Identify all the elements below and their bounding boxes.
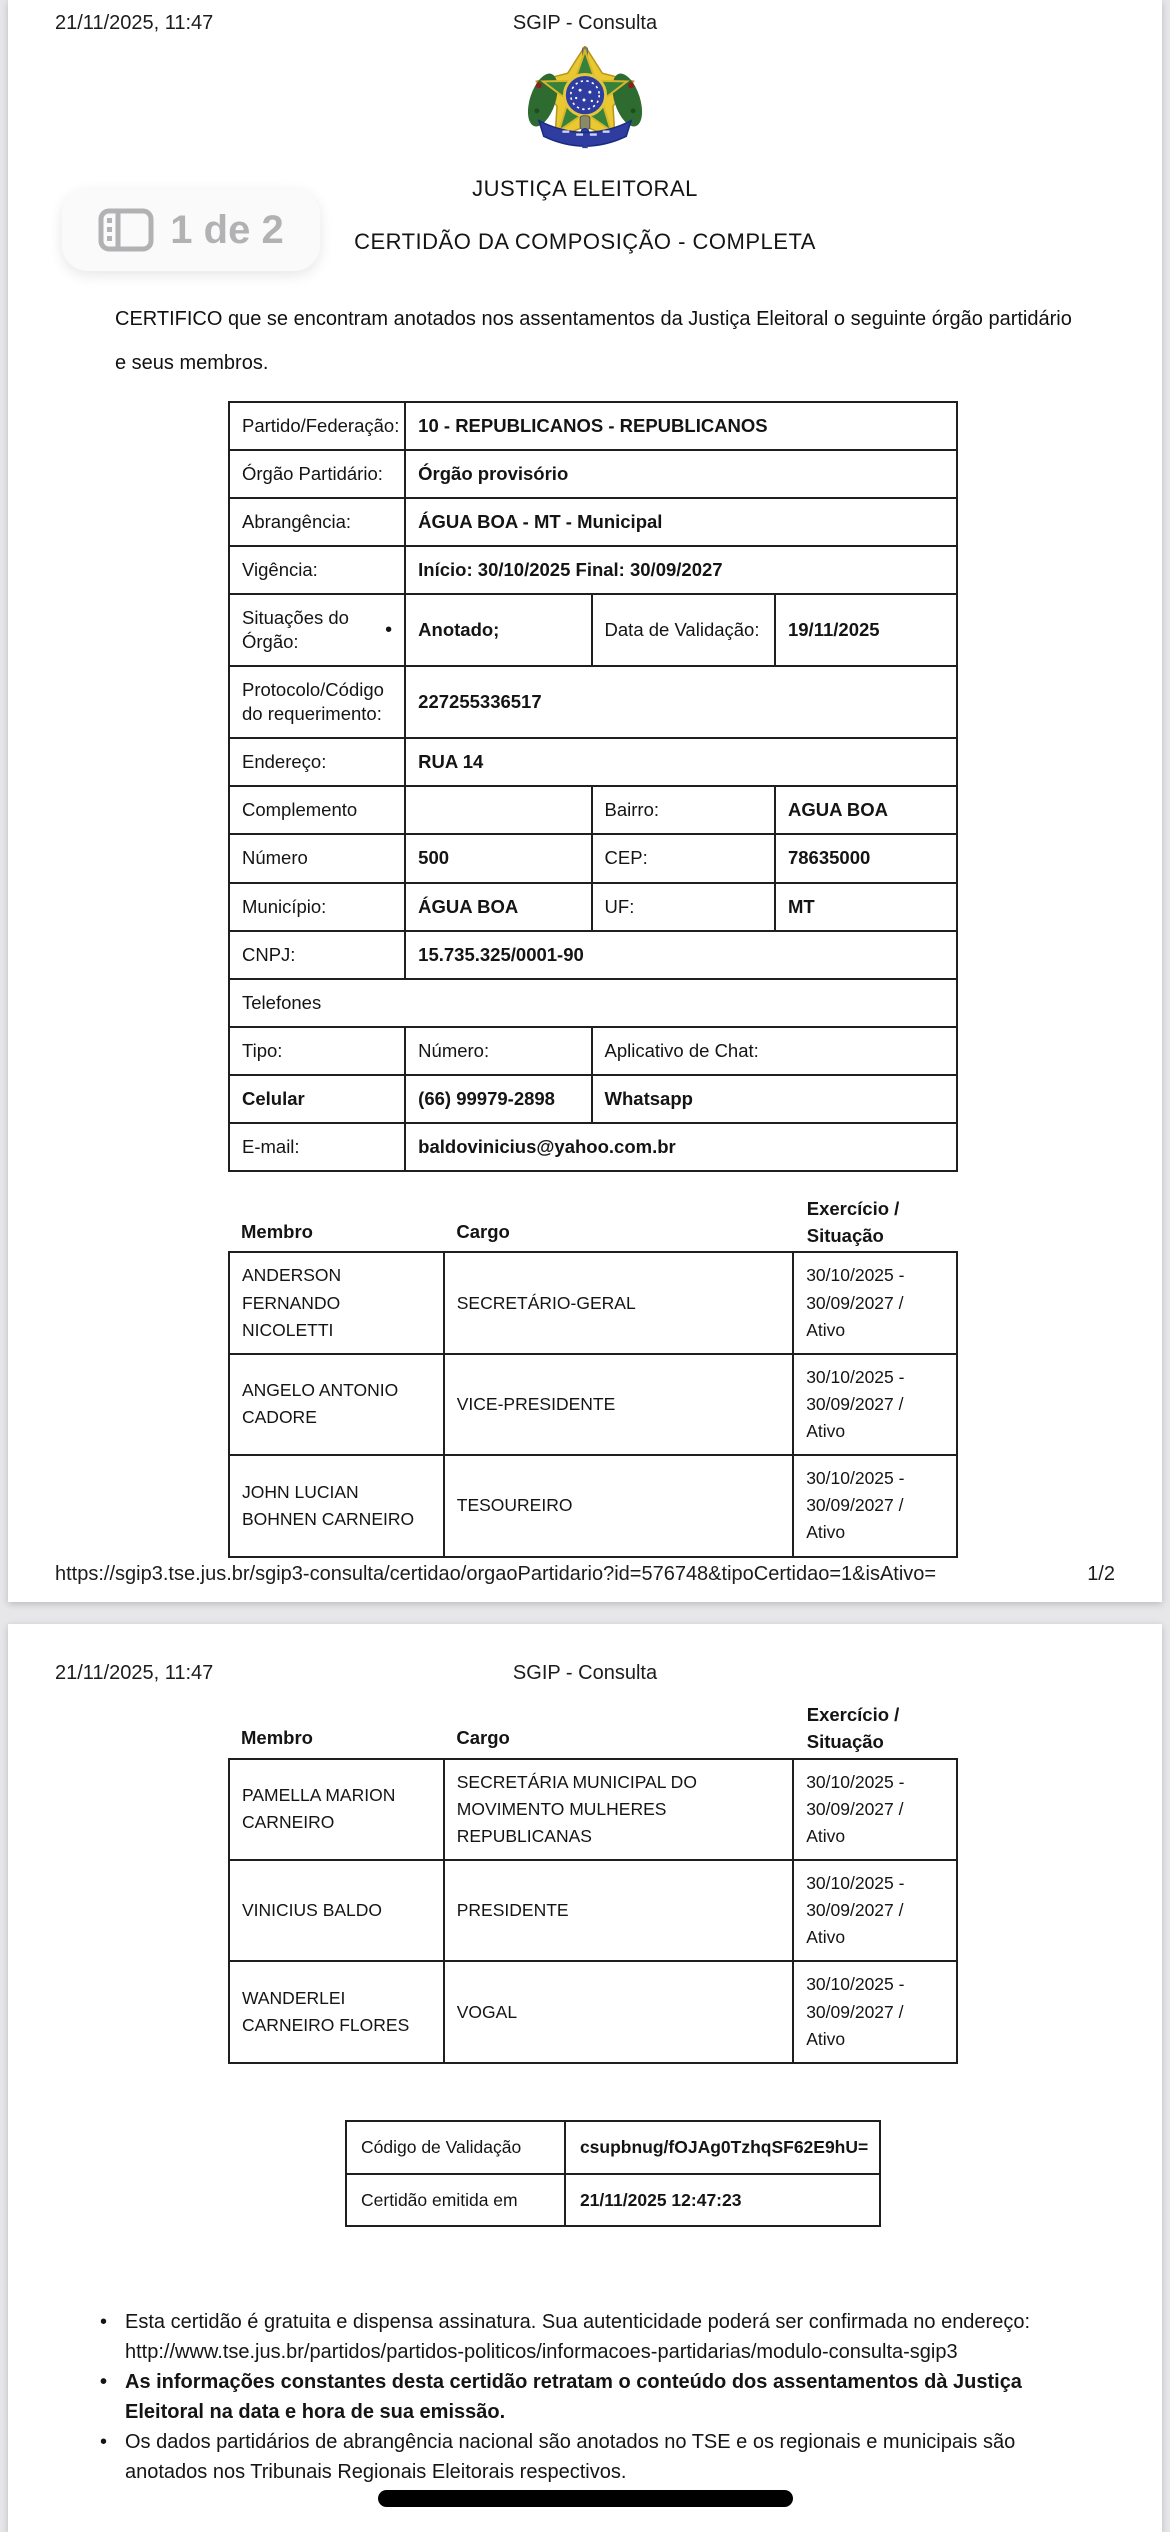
member-cargo: PRESIDENTE bbox=[444, 1860, 793, 1961]
members-header-membro: Membro bbox=[241, 1220, 313, 1242]
validation-code-label: Código de Validação bbox=[346, 2121, 565, 2174]
doc-footer bbox=[55, 1563, 1115, 1586]
note-item: • Os dados partidários de abrangência nacional são anotados no TSE e os regionais e municipais são anotados nos Tribunais Regionais Eleitorais respectivos. bbox=[98, 2427, 1076, 2487]
cnpj-label: CNPJ: bbox=[229, 931, 405, 979]
row-partido bbox=[229, 402, 957, 450]
partido-value: 10 - REPUBLICANOS - REPUBLICANOS bbox=[405, 402, 957, 450]
doc-title: JUSTIÇA ELEITORAL bbox=[472, 176, 698, 201]
row-orgao bbox=[229, 450, 957, 498]
doc-header bbox=[8, 1662, 1162, 1688]
complemento-value bbox=[405, 786, 591, 834]
validacao-label: Data de Validação: bbox=[592, 594, 775, 666]
numero-tel-label: Número: bbox=[405, 1027, 591, 1075]
row-situacoes bbox=[229, 594, 957, 666]
validation-table bbox=[345, 2120, 881, 2228]
row-endereco bbox=[229, 738, 957, 786]
validation-issued-label: Certidão emitida em bbox=[346, 2174, 565, 2227]
municipio-value: ÁGUA BOA bbox=[405, 883, 591, 931]
doc-subtitle: CERTIDÃO DA COMPOSIÇÃO - COMPLETA bbox=[354, 229, 816, 254]
page-indicator[interactable] bbox=[62, 189, 320, 271]
validation-code-row bbox=[346, 2121, 880, 2174]
brazil-coat-of-arms-icon bbox=[519, 46, 651, 154]
abrangencia-value: ÁGUA BOA - MT - Municipal bbox=[405, 498, 957, 546]
complemento-label: Complemento bbox=[229, 786, 405, 834]
footer-url: https://sgip3.tse.jus.br/sgip3-consulta/certidao/orgaoPartidario?id=576748&tipoCertidao=1&isAtivo= bbox=[55, 1563, 937, 1585]
note-item: • Esta certidão é gratuita e dispensa assinatura. Sua autenticidade poderá ser confirmada no endereço: http://www.tse.jus.br/partidos/partidos-politicos/informacoes-partidarias/modulo-consulta-sgip3 bbox=[98, 2307, 1076, 2367]
member-name: PAMELLA MARION CARNEIRO bbox=[229, 1759, 444, 1860]
uf-value: MT bbox=[775, 883, 957, 931]
member-exercicio: 30/10/2025 - 30/09/2027 / Ativo bbox=[793, 1860, 957, 1961]
doc-header-app-title: SGIP - Consulta bbox=[512, 12, 658, 34]
abrangencia-label: Abrangência: bbox=[229, 498, 405, 546]
numero-label: Número bbox=[229, 834, 405, 882]
members-table bbox=[228, 1758, 958, 2064]
row-cnpj bbox=[229, 931, 957, 979]
validation-code-value: csupbnug/fOJAg0TzhqSF62E9hU= bbox=[565, 2121, 880, 2174]
doc-header-datetime: 21/11/2025, 11:47 bbox=[55, 12, 214, 34]
tel-chat-value: Whatsapp bbox=[592, 1075, 957, 1123]
certify-paragraph: CERTIFICO que se encontram anotados nos assentamentos da Justiça Eleitoral o seguinte órgão partidário e seus membros. bbox=[115, 308, 1072, 374]
member-name: JOHN LUCIAN BOHNEN CARNEIRO bbox=[229, 1455, 444, 1556]
validation-issued-row bbox=[346, 2174, 880, 2227]
member-exercicio: 30/10/2025 - 30/09/2027 / Ativo bbox=[793, 1354, 957, 1455]
endereco-value: RUA 14 bbox=[405, 738, 957, 786]
members-header-exercicio: Exercício / Situação bbox=[806, 1704, 900, 1752]
email-label: E-mail: bbox=[229, 1123, 405, 1171]
partido-label: Partido/Federação: bbox=[229, 402, 405, 450]
situacoes-label: Situações do Órgão: bbox=[242, 607, 349, 653]
uf-label: UF: bbox=[592, 883, 775, 931]
numero-value: 500 bbox=[405, 834, 591, 882]
doc-header-app-title: SGIP - Consulta bbox=[512, 1662, 658, 1684]
page-thumbnails-icon bbox=[98, 208, 154, 252]
member-row bbox=[229, 1354, 957, 1455]
member-cargo: SECRETÁRIO-GERAL bbox=[444, 1252, 793, 1353]
tel-numero-value: (66) 99979-2898 bbox=[405, 1075, 591, 1123]
validation-issued-value: 21/11/2025 12:47:23 bbox=[565, 2174, 880, 2227]
member-exercicio: 30/10/2025 - 30/09/2027 / Ativo bbox=[793, 1252, 957, 1353]
orgao-label: Órgão Partidário: bbox=[229, 450, 405, 498]
member-cargo: TESOUREIRO bbox=[444, 1455, 793, 1556]
note-item: • As informações constantes desta certidão retratam o conteúdo dos assentamentos dà Justiça Eleitoral na data e hora de sua emissão. bbox=[98, 2367, 1076, 2427]
member-name: WANDERLEI CARNEIRO FLORES bbox=[229, 1961, 444, 2062]
bullet-glyph: • bbox=[385, 619, 393, 642]
row-municipio-uf bbox=[229, 883, 957, 931]
member-name: VINICIUS BALDO bbox=[229, 1860, 444, 1961]
row-tel-headers bbox=[229, 1027, 957, 1075]
member-row bbox=[229, 1860, 957, 1961]
protocolo-value: 227255336517 bbox=[405, 666, 957, 738]
member-exercicio: 30/10/2025 - 30/09/2027 / Ativo bbox=[793, 1961, 957, 2062]
footer-page-number: 1/2 bbox=[1087, 1563, 1115, 1585]
member-row bbox=[229, 1961, 957, 2062]
pdf-page-2 bbox=[8, 1624, 1162, 2532]
bairro-value: AGUA BOA bbox=[775, 786, 957, 834]
cep-value: 78635000 bbox=[775, 834, 957, 882]
email-value: baldovinicius@yahoo.com.br bbox=[405, 1123, 957, 1171]
member-cargo: SECRETÁRIA MUNICIPAL DO MOVIMENTO MULHERES REPUBLICANAS bbox=[444, 1759, 793, 1860]
situacoes-value: Anotado; bbox=[405, 594, 591, 666]
member-cargo: VICE-PRESIDENTE bbox=[444, 1354, 793, 1455]
org-info-table bbox=[228, 401, 958, 1172]
member-name: ANGELO ANTONIO CADORE bbox=[229, 1354, 444, 1455]
tipo-label: Tipo: bbox=[229, 1027, 405, 1075]
member-exercicio: 30/10/2025 - 30/09/2027 / Ativo bbox=[793, 1759, 957, 1860]
member-row bbox=[229, 1455, 957, 1556]
tel-tipo-value: Celular bbox=[229, 1075, 405, 1123]
row-protocolo bbox=[229, 666, 957, 738]
row-complemento-bairro bbox=[229, 786, 957, 834]
vigencia-value: Início: 30/10/2025 Final: 30/09/2027 bbox=[405, 546, 957, 594]
row-abrangencia bbox=[229, 498, 957, 546]
members-header-exercicio: Exercício / Situação bbox=[806, 1197, 900, 1246]
endereco-label: Endereço: bbox=[229, 738, 405, 786]
pdf-page-1 bbox=[8, 0, 1162, 1602]
situacoes-label-cell bbox=[229, 594, 405, 666]
member-row bbox=[229, 1252, 957, 1353]
member-row bbox=[229, 1759, 957, 1860]
members-table-header bbox=[228, 1702, 958, 1756]
member-cargo: VOGAL bbox=[444, 1961, 793, 2062]
protocolo-label: Protocolo/Código do requerimento: bbox=[229, 666, 405, 738]
row-numero-cep bbox=[229, 834, 957, 882]
members-header-membro: Membro bbox=[241, 1726, 313, 1748]
home-indicator[interactable] bbox=[378, 2490, 793, 2507]
members-header-cargo: Cargo bbox=[456, 1726, 510, 1748]
orgao-value: Órgão provisório bbox=[405, 450, 957, 498]
member-exercicio: 30/10/2025 - 30/09/2027 / Ativo bbox=[793, 1455, 957, 1556]
telefones-label: Telefones bbox=[229, 979, 957, 1027]
notes-list bbox=[98, 2307, 1076, 2487]
doc-header bbox=[8, 12, 1162, 38]
cnpj-value: 15.735.325/0001-90 bbox=[405, 931, 957, 979]
row-telefones bbox=[229, 979, 957, 1027]
vigencia-label: Vigência: bbox=[229, 546, 405, 594]
page-indicator-label: 1 de 2 bbox=[170, 207, 284, 252]
municipio-label: Município: bbox=[229, 883, 405, 931]
row-email bbox=[229, 1123, 957, 1171]
row-tel-values bbox=[229, 1075, 957, 1123]
members-header-cargo: Cargo bbox=[456, 1220, 510, 1242]
members-table bbox=[228, 1251, 958, 1557]
cep-label: CEP: bbox=[592, 834, 775, 882]
row-vigencia bbox=[229, 546, 957, 594]
validacao-value: 19/11/2025 bbox=[775, 594, 957, 666]
doc-header-datetime: 21/11/2025, 11:47 bbox=[55, 1662, 214, 1684]
member-name: ANDERSON FERNANDO NICOLETTI bbox=[229, 1252, 444, 1353]
chat-label: Aplicativo de Chat: bbox=[592, 1027, 957, 1075]
members-table-header bbox=[228, 1196, 958, 1250]
bairro-label: Bairro: bbox=[592, 786, 775, 834]
